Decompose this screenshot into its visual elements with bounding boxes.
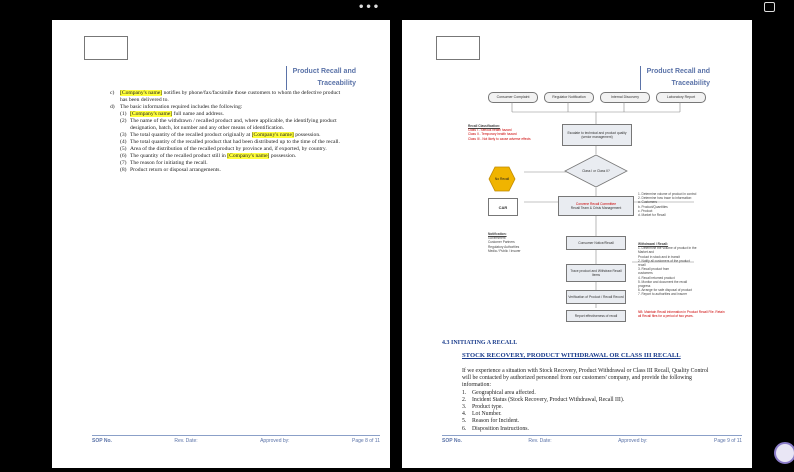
flow-step-trace: Trace product and Withdraw Recall Items	[566, 264, 626, 282]
page-footer: SOP No. Rev. Date: Approved by: Page 9 of 11	[442, 435, 742, 444]
sub-list	[110, 111, 346, 174]
flow-pill: Regulator Notification	[544, 92, 594, 103]
company-logo-placeholder	[436, 36, 480, 60]
flow-notes-trace: 1. Determine volume of product in control 2. Determine how trace to information: a. Customers b. Product/Quantities c. Product d. Market for Recall	[638, 192, 697, 218]
flow-step-verify: Verification of Product / Recall Record	[566, 290, 626, 304]
section-heading: 4.3 INITIATING A RECALL	[442, 340, 518, 346]
flow-pill: Laboratory Report	[656, 92, 706, 103]
flow-notes-notification: Notification: Government Customer Partners Regulatory Authorities Media / Public / Insurer	[488, 232, 521, 253]
flow-decision-label: Class I or Class II?	[582, 169, 610, 173]
assistant-avatar-icon[interactable]	[774, 442, 794, 464]
section-intro: If we experience a situation with Stock Recovery, Product Withdrawal or Class III Recall, Quality Control will be contacted by authorized personnel from our customers' company, and provide the following information:	[462, 368, 709, 389]
header-title-line1: Product Recall and	[292, 68, 356, 75]
list-item: 5. Reason for Incident.	[462, 418, 520, 425]
copy-icon[interactable]	[764, 2, 775, 12]
list-item: 2. Incident Status (Stock Recovery, Product Withdrawal, Recall III).	[462, 396, 625, 403]
flow-step-notify: Consumer Notice/Recall	[566, 236, 626, 250]
list-item: 1. Geographical area affected.	[462, 389, 536, 396]
list-item: c) [Company's name] notifies by phone/fax/facsimile those customers to whom the defective product has been delivered to.	[110, 90, 341, 103]
list-item: 6. Disposition Instructions.	[462, 425, 530, 432]
left-body	[110, 90, 346, 174]
section-body	[462, 368, 712, 433]
header-title-line2: Traceability	[671, 80, 710, 87]
list-item: (2) The name of the withdrawn / recalled product and, where applicable, the identifying product designation, batch, lot number and any other means of identification.	[120, 118, 337, 131]
list-item: 4. Lot Number.	[462, 411, 502, 418]
list-item: (4) The total quantity of the recalled product that had been distributed up to the time of the recall.	[120, 139, 341, 145]
flow-step-close: Report effectiveness of recall	[566, 310, 626, 322]
list-item: 3. Product type.	[462, 404, 503, 411]
list-item: (5) Area of the distribution of the recalled product by province and, if exported, by country.	[120, 146, 327, 152]
more-dots-icon[interactable]: •••	[358, 2, 381, 13]
flow-notes-classification: Recall Classification: Class I - Serious health hazard Class II - Temporary health hazard Class III - Not likely to cause adverse effects	[468, 124, 531, 141]
flow-car-document: CAR	[488, 198, 518, 216]
page-header	[640, 66, 710, 90]
flow-step-escalate: Escalate to technical and product quality (senior management)	[562, 124, 632, 146]
list-item: (3) The total quantity of the recalled product originally at [Company's name] possession.	[120, 132, 321, 138]
list-item: (8) Product return or disposal arrangements.	[120, 167, 221, 173]
list-item: (7) The reason for initiating the recall.	[120, 160, 208, 166]
section-subheading: STOCK RECOVERY, PRODUCT WITHDRAWAL OR CLASS III RECALL	[462, 352, 681, 359]
company-logo-placeholder	[84, 36, 128, 60]
list-item: d) The basic information required includes the following:	[110, 104, 243, 110]
flow-stop-label: No Recall	[494, 177, 510, 181]
list-item: (1) [Company's name] full name and address.	[120, 111, 224, 117]
header-title-line1: Product Recall and	[646, 68, 710, 75]
list-item: (6) The quantity of the recalled product still in [Company's name] possession.	[120, 153, 297, 159]
header-title-line2: Traceability	[317, 80, 356, 87]
flow-notes-withdrawal: Withdrawal / Recall: 1. Determine the volume of product in the Market and Product in stock and in transit 2. Notify all customers of the product recall 3. Recall product from customers 4. Recall returned product 5. Monitor and document the recall progress 6. Arrange for safe disposal of product 7. Report to authorities and insurer	[638, 242, 697, 297]
document-page-right	[402, 20, 752, 468]
flow-pill: Consumer Complaint	[488, 92, 538, 103]
flow-pill: Internal Discovery	[600, 92, 650, 103]
flow-footnote: NB: Maintain Recall information in Product Recall File. Retain all Recall files for a period of two years.	[638, 310, 725, 319]
page-header	[286, 66, 356, 90]
document-page-left	[52, 20, 390, 468]
flow-step-recall-team: Convene Recall Committee Recall Team & Crisis Management	[558, 196, 634, 216]
page-footer: SOP No. Rev. Date: Approved by: Page 8 of 11	[92, 435, 380, 444]
